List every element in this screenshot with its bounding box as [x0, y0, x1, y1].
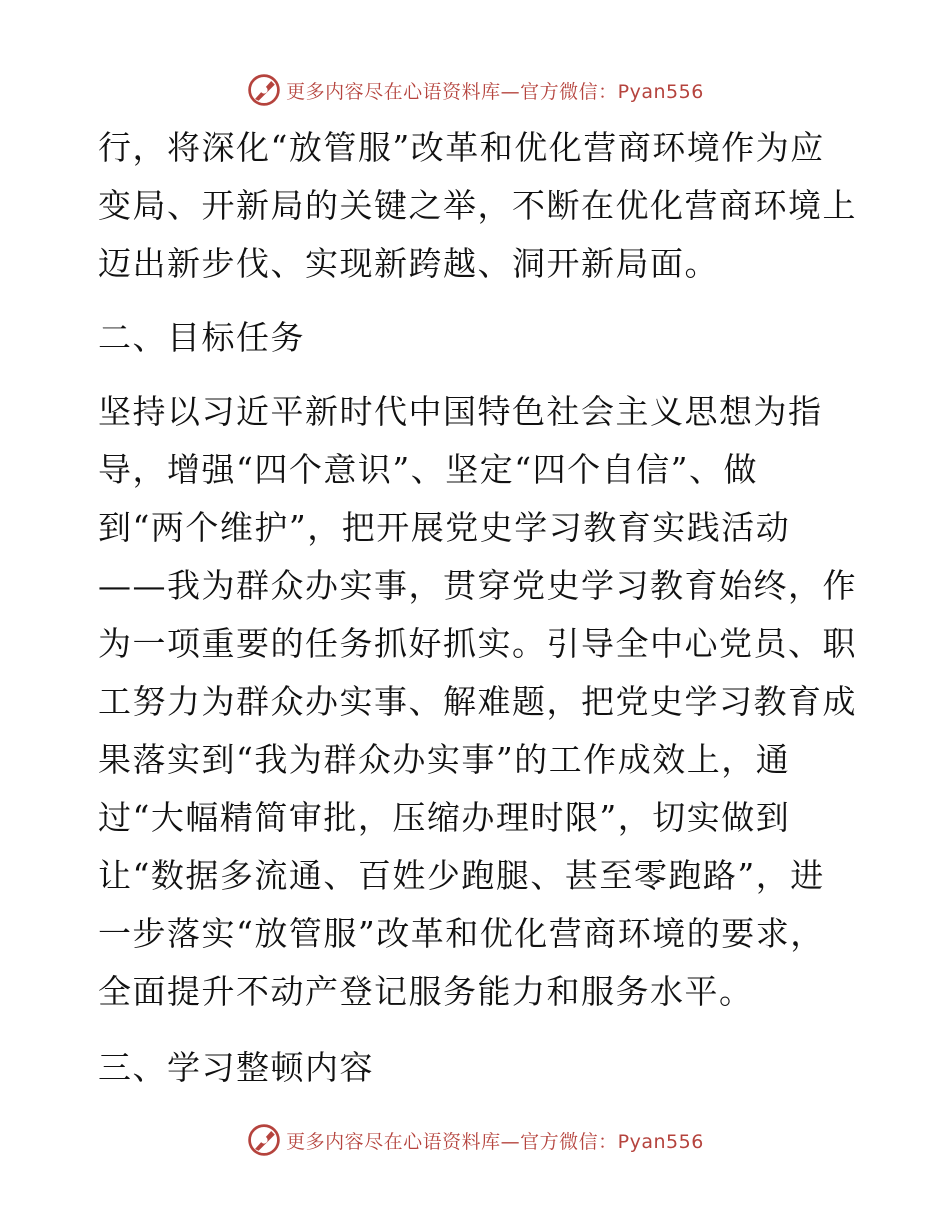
text-line: 让“数据多流通、百姓少跑腿、甚至零跑路”，进	[98, 856, 825, 895]
text-line: 一步落实“放管服”改革和优化营商环境的要求，	[98, 914, 825, 953]
text-line: 全面提升不动产登记服务能力和服务水平。	[98, 972, 754, 1011]
text-line: 工努力为群众办实事、解难题，把党史学习教育成	[98, 682, 857, 721]
pen-circle-logo-icon	[246, 72, 282, 108]
text-line: ——我为群众办实事，贯穿党史学习教育始终，作	[98, 566, 857, 605]
text-line: 坚持以习近平新时代中国特色社会主义思想为指	[98, 392, 823, 431]
text-line: 到“两个维护”，把开展党史学习教育实践活动	[98, 508, 791, 547]
section-heading: 二、目标任务	[98, 318, 305, 357]
text-line: 导，增强“四个意识”、坚定“四个自信”、做	[98, 450, 758, 489]
text-line: 行，将深化“放管服”改革和优化营商环境作为应	[98, 128, 825, 167]
text-line: 过“大幅精简审批，压缩办理时限”，切实做到	[98, 798, 791, 837]
watermark-text: 更多内容尽在心语资料库—官方微信：Pyan556	[286, 1130, 704, 1153]
text-line: 为一项重要的任务抓好抓实。引导全中心党员、职	[98, 624, 857, 663]
pen-circle-logo-icon	[246, 1122, 282, 1158]
section-heading: 三、学习整顿内容	[98, 1048, 374, 1087]
text-line: 果落实到“我为群众办实事”的工作成效上，通	[98, 740, 791, 779]
watermark-text: 更多内容尽在心语资料库—官方微信：Pyan556	[286, 80, 704, 103]
text-line: 迈出新步伐、实现新跨越、洞开新局面。	[98, 244, 719, 283]
header-watermark	[0, 70, 950, 110]
text-line: 变局、开新局的关键之举，不断在优化营商环境上	[98, 186, 857, 225]
footer-watermark	[0, 1120, 950, 1160]
